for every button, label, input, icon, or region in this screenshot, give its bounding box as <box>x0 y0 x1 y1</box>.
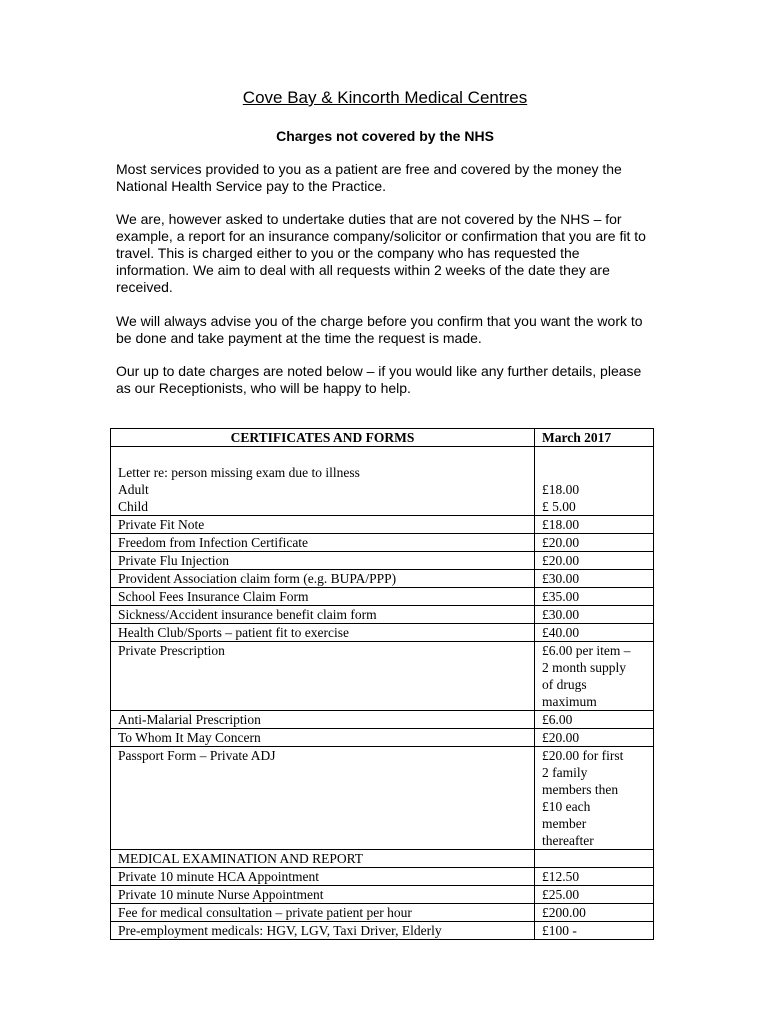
row-item: Private Fit Note <box>111 516 535 534</box>
section-header-row <box>111 850 654 868</box>
row-price: £100 - <box>535 922 654 940</box>
row-price: £6.00 <box>535 711 654 729</box>
row-item: Child <box>118 499 149 514</box>
row-price: £20.00 <box>535 729 654 747</box>
table-row <box>111 606 654 624</box>
row-price: £12.50 <box>535 868 654 886</box>
row-item: Freedom from Infection Certificate <box>111 534 535 552</box>
table-row <box>111 729 654 747</box>
price-line: £20.00 for first <box>542 748 624 763</box>
price-line: of drugs <box>542 677 587 692</box>
intro-paragraph-2: We are, however asked to undertake duties that are not covered by the NHS – for example, a report for an insurance company/solicitor or confirmation that you are fit to travel. This is charged either to you or the company who has requested the information. We aim to deal with all requests within 2 weeks of the date they are received. <box>116 211 646 295</box>
intro-paragraph-4: Our up to date charges are noted below – if you would like any further details, please as our Receptionists, who will be happy to help. <box>116 363 642 396</box>
row-price: £20.00 <box>535 534 654 552</box>
section-header-medical: MEDICAL EXAMINATION AND REPORT <box>111 850 535 868</box>
row-item: Fee for medical consultation – private patient per hour <box>111 904 535 922</box>
price-line: £6.00 per item – <box>542 643 631 658</box>
table-row <box>111 447 654 516</box>
row-item: Sickness/Accident insurance benefit claim form <box>111 606 535 624</box>
row-item: Private Prescription <box>111 642 535 711</box>
document-title: Cove Bay & Kincorth Medical Centres <box>242 88 528 107</box>
price-line: thereafter <box>542 833 594 848</box>
row-price: £20.00 <box>535 552 654 570</box>
price-line: 2 month supply <box>542 660 627 675</box>
table-row <box>111 747 654 850</box>
row-item: Adult <box>118 482 149 497</box>
row-price: £30.00 <box>535 606 654 624</box>
document-subtitle: Charges not covered by the NHS <box>276 128 494 144</box>
price-line: member <box>542 816 587 831</box>
table-row <box>111 516 654 534</box>
row-price <box>535 642 654 711</box>
row-price <box>535 747 654 850</box>
table-header-row <box>111 429 654 447</box>
price-line: members then <box>542 782 619 797</box>
table-row <box>111 711 654 729</box>
table-row <box>111 624 654 642</box>
row-item: Passport Form – Private ADJ <box>111 747 535 850</box>
row-item: Anti-Malarial Prescription <box>111 711 535 729</box>
row-price: £18.00 <box>542 482 580 497</box>
row-price: £30.00 <box>535 570 654 588</box>
table-row <box>111 534 654 552</box>
price-line: maximum <box>542 694 597 709</box>
column-header-items: CERTIFICATES AND FORMS <box>111 429 535 447</box>
table-row <box>111 552 654 570</box>
row-item: Provident Association claim form (e.g. BUPA/PPP) <box>111 570 535 588</box>
row-item: Health Club/Sports – patient fit to exercise <box>111 624 535 642</box>
table-row <box>111 922 654 940</box>
table-row <box>111 642 654 711</box>
row-price: £18.00 <box>535 516 654 534</box>
table-row <box>111 886 654 904</box>
column-header-date: March 2017 <box>535 429 654 447</box>
row-price: £35.00 <box>535 588 654 606</box>
table-row <box>111 868 654 886</box>
row-item: Private 10 minute Nurse Appointment <box>111 886 535 904</box>
table-row <box>111 570 654 588</box>
row-price: £25.00 <box>535 886 654 904</box>
row-item: Private 10 minute HCA Appointment <box>111 868 535 886</box>
row-item: Pre-employment medicals: HGV, LGV, Taxi Driver, Elderly <box>111 922 535 940</box>
price-line: 2 family <box>542 765 588 780</box>
row-price: £200.00 <box>535 904 654 922</box>
row-item: To Whom It May Concern <box>111 729 535 747</box>
price-line: £10 each <box>542 799 591 814</box>
table-row <box>111 588 654 606</box>
row-price: £40.00 <box>535 624 654 642</box>
letter-heading: Letter re: person missing exam due to illness <box>118 465 360 480</box>
charges-table <box>110 428 654 940</box>
row-item: School Fees Insurance Claim Form <box>111 588 535 606</box>
intro-paragraph-3: We will always advise you of the charge before you confirm that you want the work to be done and take payment at the time the request is made. <box>116 313 643 346</box>
table-row <box>111 904 654 922</box>
row-price: £ 5.00 <box>542 499 576 514</box>
row-item: Private Flu Injection <box>111 552 535 570</box>
intro-paragraph-1: Most services provided to you as a patient are free and covered by the money the National Health Service pay to the Practice. <box>116 161 622 194</box>
